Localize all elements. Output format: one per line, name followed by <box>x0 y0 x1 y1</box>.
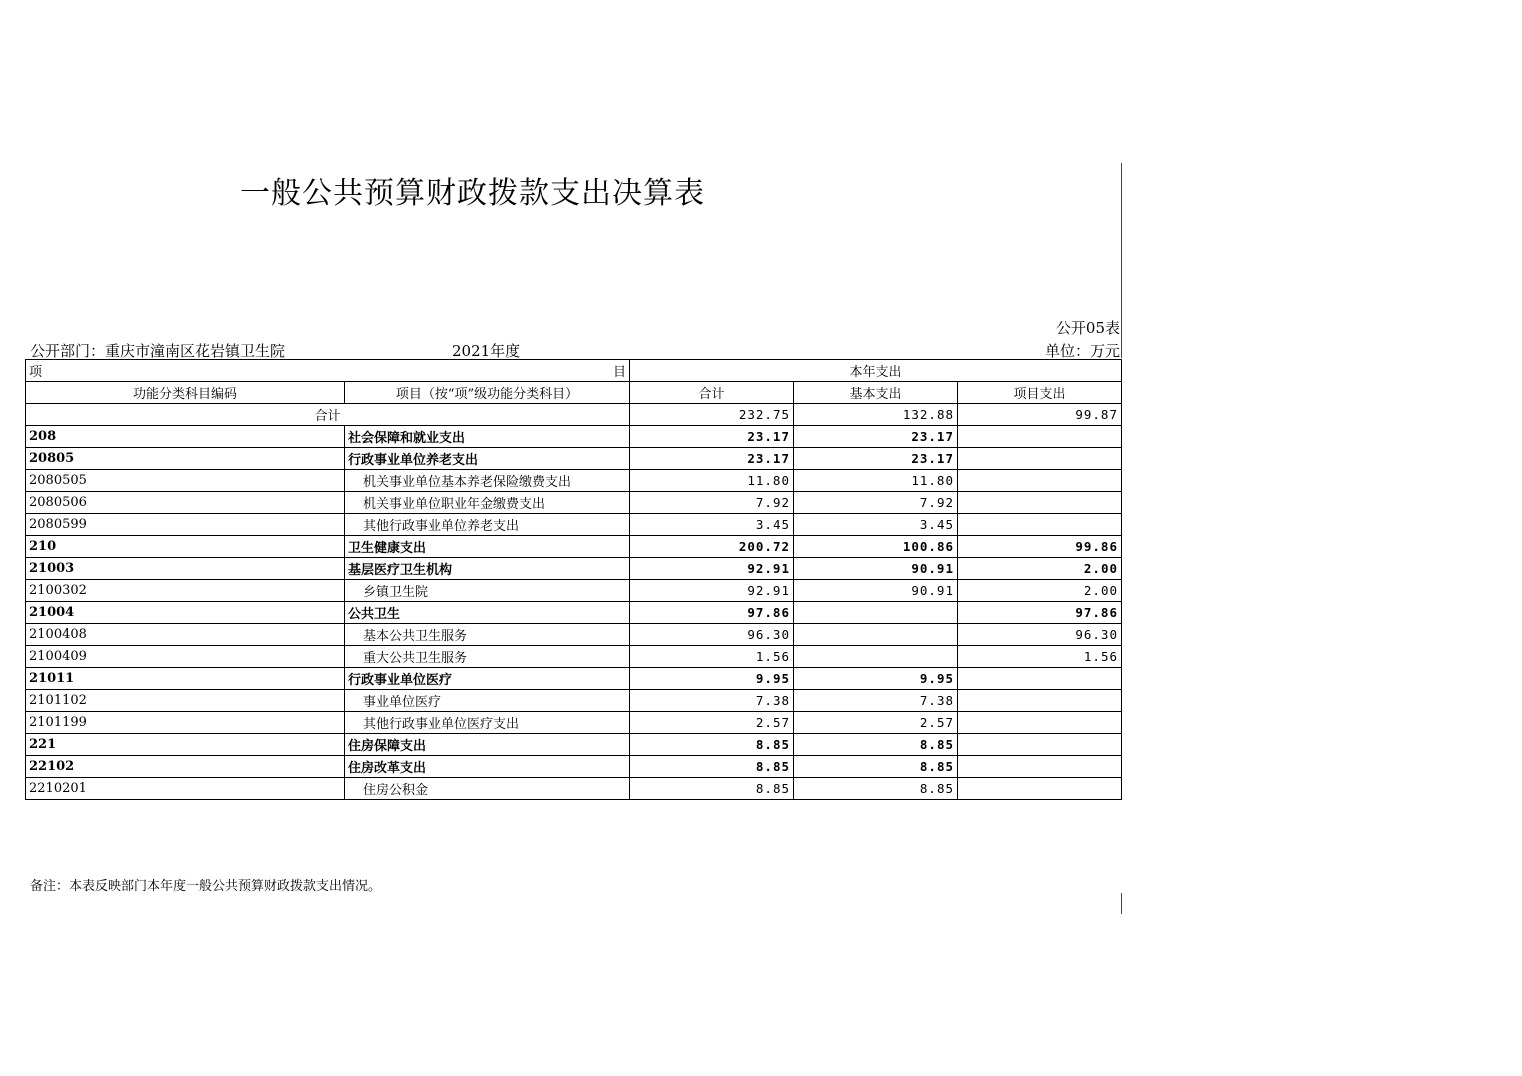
row-project <box>958 470 1122 492</box>
row-code: 21003 <box>26 558 345 580</box>
row-total: 8.85 <box>630 734 794 756</box>
row-total: 23.17 <box>630 448 794 470</box>
row-total: 9.95 <box>630 668 794 690</box>
row-basic <box>794 602 958 624</box>
row-basic: 7.38 <box>794 690 958 712</box>
row-name: 机关事业单位基本养老保险缴费支出 <box>345 470 630 492</box>
row-total: 2.57 <box>630 712 794 734</box>
department-label: 公开部门：重庆市潼南区花岩镇卫生院 <box>30 342 286 360</box>
table-row <box>26 448 1122 470</box>
row-total: 3.45 <box>630 514 794 536</box>
row-total: 96.30 <box>630 624 794 646</box>
row-basic: 100.86 <box>794 536 958 558</box>
row-code: 2100409 <box>26 646 345 668</box>
row-project: 2.00 <box>958 558 1122 580</box>
row-project: 96.30 <box>958 624 1122 646</box>
row-basic: 90.91 <box>794 580 958 602</box>
page-edge-line <box>1121 893 1122 914</box>
row-basic: 11.80 <box>794 470 958 492</box>
page-edge-line <box>1121 163 1122 358</box>
row-project <box>958 712 1122 734</box>
table-row <box>26 756 1122 778</box>
row-code: 20805 <box>26 448 345 470</box>
header-row-2 <box>26 382 1122 404</box>
row-name: 其他行政事业单位养老支出 <box>345 514 630 536</box>
table-row <box>26 778 1122 800</box>
row-name: 卫生健康支出 <box>345 536 630 558</box>
header-project: 项目支出 <box>958 382 1122 404</box>
footnote: 备注：本表反映部门本年度一般公共预算财政拨款支出情况。 <box>30 879 382 894</box>
row-code: 210 <box>26 536 345 558</box>
row-basic: 8.85 <box>794 734 958 756</box>
row-name: 其他行政事业单位医疗支出 <box>345 712 630 734</box>
row-code: 21004 <box>26 602 345 624</box>
row-name: 住房改革支出 <box>345 756 630 778</box>
row-total: 92.91 <box>630 580 794 602</box>
table-row <box>26 536 1122 558</box>
header-total: 合计 <box>630 382 794 404</box>
row-name: 住房公积金 <box>345 778 630 800</box>
row-basic: 9.95 <box>794 668 958 690</box>
row-code: 2100408 <box>26 624 345 646</box>
row-basic <box>794 646 958 668</box>
total-row-project: 99.87 <box>958 404 1122 426</box>
row-project <box>958 426 1122 448</box>
row-basic: 23.17 <box>794 448 958 470</box>
row-total: 8.85 <box>630 778 794 800</box>
header-basic: 基本支出 <box>794 382 958 404</box>
row-code: 2101102 <box>26 690 345 712</box>
row-name: 乡镇卫生院 <box>345 580 630 602</box>
row-project <box>958 668 1122 690</box>
row-code: 2210201 <box>26 778 345 800</box>
row-total: 23.17 <box>630 426 794 448</box>
row-total: 7.92 <box>630 492 794 514</box>
row-name: 公共卫生 <box>345 602 630 624</box>
unit-label: 单位：万元 <box>1044 342 1120 360</box>
row-basic: 8.85 <box>794 756 958 778</box>
row-name: 事业单位医疗 <box>345 690 630 712</box>
row-project <box>958 778 1122 800</box>
table-row <box>26 602 1122 624</box>
header-current-year: 本年支出 <box>630 360 1122 382</box>
table-row <box>26 624 1122 646</box>
row-total: 92.91 <box>630 558 794 580</box>
row-code: 2080506 <box>26 492 345 514</box>
page-title: 一般公共预算财政拨款支出决算表 <box>240 176 705 211</box>
row-name: 重大公共卫生服务 <box>345 646 630 668</box>
row-name: 行政事业单位养老支出 <box>345 448 630 470</box>
row-project <box>958 756 1122 778</box>
header-name: 项目（按“项”级功能分类科目） <box>345 382 630 404</box>
row-name: 住房保障支出 <box>345 734 630 756</box>
row-project <box>958 734 1122 756</box>
header-code: 功能分类科目编码 <box>26 382 345 404</box>
table-row <box>26 426 1122 448</box>
header-row-1 <box>26 360 1122 382</box>
table-row <box>26 514 1122 536</box>
row-total: 11.80 <box>630 470 794 492</box>
row-project <box>958 448 1122 470</box>
total-row-total: 232.75 <box>630 404 794 426</box>
budget-table <box>25 359 1122 800</box>
row-project: 97.86 <box>958 602 1122 624</box>
row-project: 1.56 <box>958 646 1122 668</box>
row-name: 基本公共卫生服务 <box>345 624 630 646</box>
row-code: 22102 <box>26 756 345 778</box>
row-code: 221 <box>26 734 345 756</box>
table-row <box>26 734 1122 756</box>
row-code: 208 <box>26 426 345 448</box>
row-name: 社会保障和就业支出 <box>345 426 630 448</box>
row-project: 2.00 <box>958 580 1122 602</box>
row-code: 21011 <box>26 668 345 690</box>
row-code: 2080505 <box>26 470 345 492</box>
row-total: 97.86 <box>630 602 794 624</box>
row-name: 行政事业单位医疗 <box>345 668 630 690</box>
row-total: 7.38 <box>630 690 794 712</box>
row-basic <box>794 624 958 646</box>
fiscal-year: 2021年度 <box>452 342 521 360</box>
table-row <box>26 470 1122 492</box>
header-item <box>26 360 630 382</box>
row-total: 8.85 <box>630 756 794 778</box>
table-row <box>26 712 1122 734</box>
row-code: 2080599 <box>26 514 345 536</box>
row-name: 基层医疗卫生机构 <box>345 558 630 580</box>
row-project <box>958 492 1122 514</box>
row-basic: 90.91 <box>794 558 958 580</box>
row-project <box>958 514 1122 536</box>
total-row-label: 合计 <box>26 404 630 426</box>
row-project: 99.86 <box>958 536 1122 558</box>
row-project <box>958 690 1122 712</box>
row-basic: 3.45 <box>794 514 958 536</box>
header-item-right: 目 <box>612 365 626 380</box>
form-number: 公开05表 <box>1055 319 1120 337</box>
table-row <box>26 558 1122 580</box>
row-total: 1.56 <box>630 646 794 668</box>
row-code: 2101199 <box>26 712 345 734</box>
row-name: 机关事业单位职业年金缴费支出 <box>345 492 630 514</box>
table-row <box>26 580 1122 602</box>
row-code: 2100302 <box>26 580 345 602</box>
row-basic: 2.57 <box>794 712 958 734</box>
table-row <box>26 668 1122 690</box>
row-total: 200.72 <box>630 536 794 558</box>
table-row <box>26 492 1122 514</box>
total-row-basic: 132.88 <box>794 404 958 426</box>
header-item-left: 项 <box>29 365 43 380</box>
table-row <box>26 690 1122 712</box>
total-row <box>26 404 1122 426</box>
row-basic: 23.17 <box>794 426 958 448</box>
table-row <box>26 646 1122 668</box>
row-basic: 8.85 <box>794 778 958 800</box>
row-basic: 7.92 <box>794 492 958 514</box>
